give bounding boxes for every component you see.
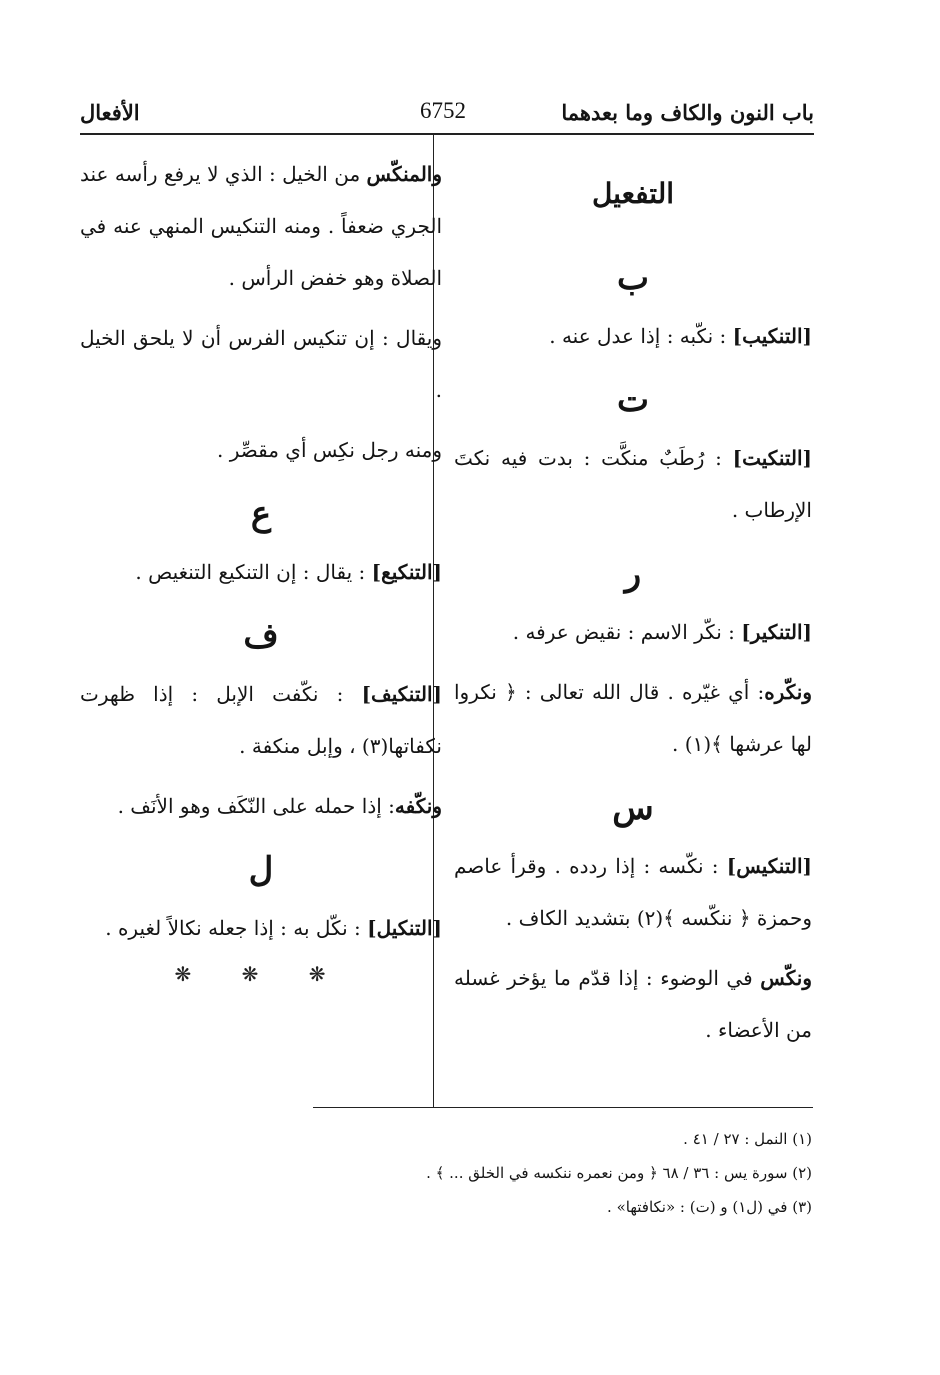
entry-text: : إذا حمله على النّكَف وهو الأنَف . xyxy=(117,794,395,818)
section-end-ornament: ❋ ❋ ❋ xyxy=(174,962,348,986)
letter-heading-sin: س xyxy=(612,788,654,828)
entry-paragraph xyxy=(80,780,442,832)
entry-headword: [التنكيف] xyxy=(361,682,442,706)
right-section-title: التفعيل xyxy=(591,177,675,210)
entry-paragraph xyxy=(80,424,442,476)
footnote-2: (٢) سورة يس : ٣٦ / ٦٨ ﴿ ومن نعمره ننكسه في الخلق ... ﴾ . xyxy=(426,1164,812,1182)
entry-headword: ونكّس xyxy=(760,966,812,990)
header-rule xyxy=(80,133,814,135)
entry-headword: ونكّره xyxy=(764,680,812,704)
entry-text: : يقال : إن التنكيع التنغيص . xyxy=(135,560,366,584)
entry-paragraph xyxy=(80,668,442,772)
footnotes xyxy=(252,1122,812,1224)
entry-text: : نكّبه : إذا عدل عنه . xyxy=(549,324,727,348)
entry-text: ومنه رجل نكِس أي مقصِّر . xyxy=(217,438,442,462)
letter-heading-ra: ر xyxy=(624,554,642,594)
entry-paragraph xyxy=(80,148,442,304)
letter-heading-fa: ف xyxy=(243,616,279,656)
footnote-1: (١) النمل : ٢٧ / ٤١ . xyxy=(683,1130,812,1148)
entry-paragraph xyxy=(454,310,812,362)
entry-paragraph xyxy=(80,312,442,416)
entry-headword: [التنكيس] xyxy=(726,854,812,878)
entry-headword: [التنكيب] xyxy=(732,324,812,348)
left-column xyxy=(80,148,442,986)
footnote-3: (٣) في (ل١) و (ت) : «نكافتها» . xyxy=(607,1198,812,1216)
entry-text: ويقال : إن تنكيس الفرس أن لا يلحق الخيل . xyxy=(80,326,442,402)
entry-text: في الوضوء : إذا قدّم ما يؤخر غسله من الأعضاء . xyxy=(454,966,812,1042)
entry-headword: [التنكيت] xyxy=(732,446,813,470)
entry-headword: والمنكّس xyxy=(366,162,442,186)
entry-text: : نكّر الاسم : نقيض عرفه . xyxy=(512,620,735,644)
entry-paragraph xyxy=(80,546,442,598)
right-column xyxy=(454,148,812,1064)
entry-headword: ونكّفه xyxy=(394,794,442,818)
entry-paragraph xyxy=(454,666,812,770)
entry-headword: [التنكيع] xyxy=(371,560,442,584)
entry-text: : نكّفت الإبل : إذا ظهرت نكفاتها(٣) ، وإبل منكفة . xyxy=(80,682,442,758)
letter-heading-ayn: ع xyxy=(250,494,272,534)
entry-paragraph xyxy=(454,606,812,658)
chapter-title: باب النون والكاف وما بعدهما xyxy=(561,100,814,125)
entry-text: : رُطَبٌ منكَّت : بدت فيه نكتَ الإرطاب . xyxy=(454,446,812,522)
entry-paragraph xyxy=(454,952,812,1056)
entry-headword: [التنكيل] xyxy=(367,916,442,940)
entry-text: : أي غيّره . قال الله تعالى : ﴿ نكروا لها عرشها ﴾(١) . xyxy=(454,680,812,756)
footnote-rule xyxy=(313,1107,813,1108)
letter-heading-ta: ت xyxy=(616,380,649,420)
page-number: 6752 xyxy=(420,98,466,123)
entry-headword: [التنكير] xyxy=(741,620,812,644)
entry-text: : نكّسه : إذا ردده . وقرأ عاصم وحمزة ﴿ ننكّسه ﴾(٢) بتشديد الكاف . xyxy=(454,854,812,930)
entry-paragraph xyxy=(454,432,812,536)
section-title: الأفعال xyxy=(80,100,140,125)
letter-heading-ba: ب xyxy=(616,258,649,298)
entry-paragraph xyxy=(454,840,812,944)
page-header xyxy=(80,96,814,132)
entry-text: : نكّل به : إذا جعله نكالاً لغيره . xyxy=(105,916,361,940)
entry-text: من الخيل : الذي لا يرفع رأسه عند الجري ضعفاً . ومنه التنكيس المنهي عنه في الصلاة وهو خفض الرأس . xyxy=(80,162,442,290)
letter-heading-lam: ل xyxy=(248,850,274,890)
entry-paragraph xyxy=(80,902,442,954)
